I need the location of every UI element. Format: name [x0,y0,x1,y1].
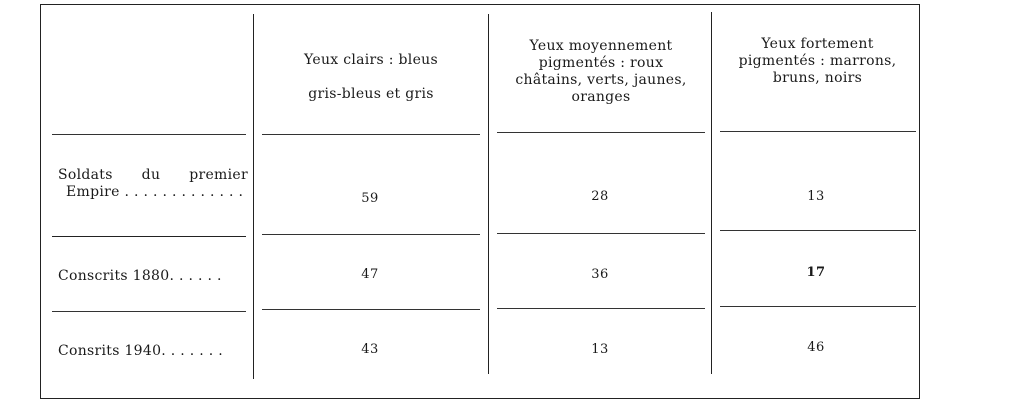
row-rule [52,311,246,312]
header-rule [52,134,246,135]
row-label-conscrits-1880 [58,268,253,285]
header-light-eyes: Yeux clairs : bleus gris-bleus et gris [304,52,438,102]
cell-value: 36 [591,267,609,282]
row-rule [497,233,705,234]
cell-value: 59 [361,191,379,206]
header-rule [262,134,480,135]
cell-value: 47 [361,267,379,282]
row-rule [262,234,480,235]
column-divider [488,14,489,374]
row-label-soldats [58,167,248,201]
row-label-line: Consrits 1940. . . . . . . [58,343,224,359]
header-rule [720,131,916,132]
row-rule [720,306,916,307]
cell-value: 13 [807,189,825,204]
column-divider [711,12,712,374]
cell-value: 17 [806,265,826,280]
row-label-line: Soldats du premier [58,167,248,183]
header-medium-eyes: Yeux moyennement pigmentés : roux châtains, verts, jaunes, oranges [515,38,687,105]
row-rule [262,309,480,310]
row-label-consrits-1940 [58,343,253,360]
cell-value: 13 [591,342,609,357]
row-rule [497,308,705,309]
cell-value: 43 [361,342,379,357]
column-divider [253,14,254,379]
row-rule [720,230,916,231]
cell-value: 28 [591,189,609,204]
header-dark-eyes: Yeux fortement pigmentés : marrons, bruns, noirs [738,36,897,86]
header-rule [497,132,705,133]
cell-value: 46 [807,340,825,355]
row-label-line: Conscrits 1880. . . . . . [58,268,222,284]
row-label-line: Empire . . . . . . . . . . . . . [66,184,244,200]
row-rule [52,236,246,237]
